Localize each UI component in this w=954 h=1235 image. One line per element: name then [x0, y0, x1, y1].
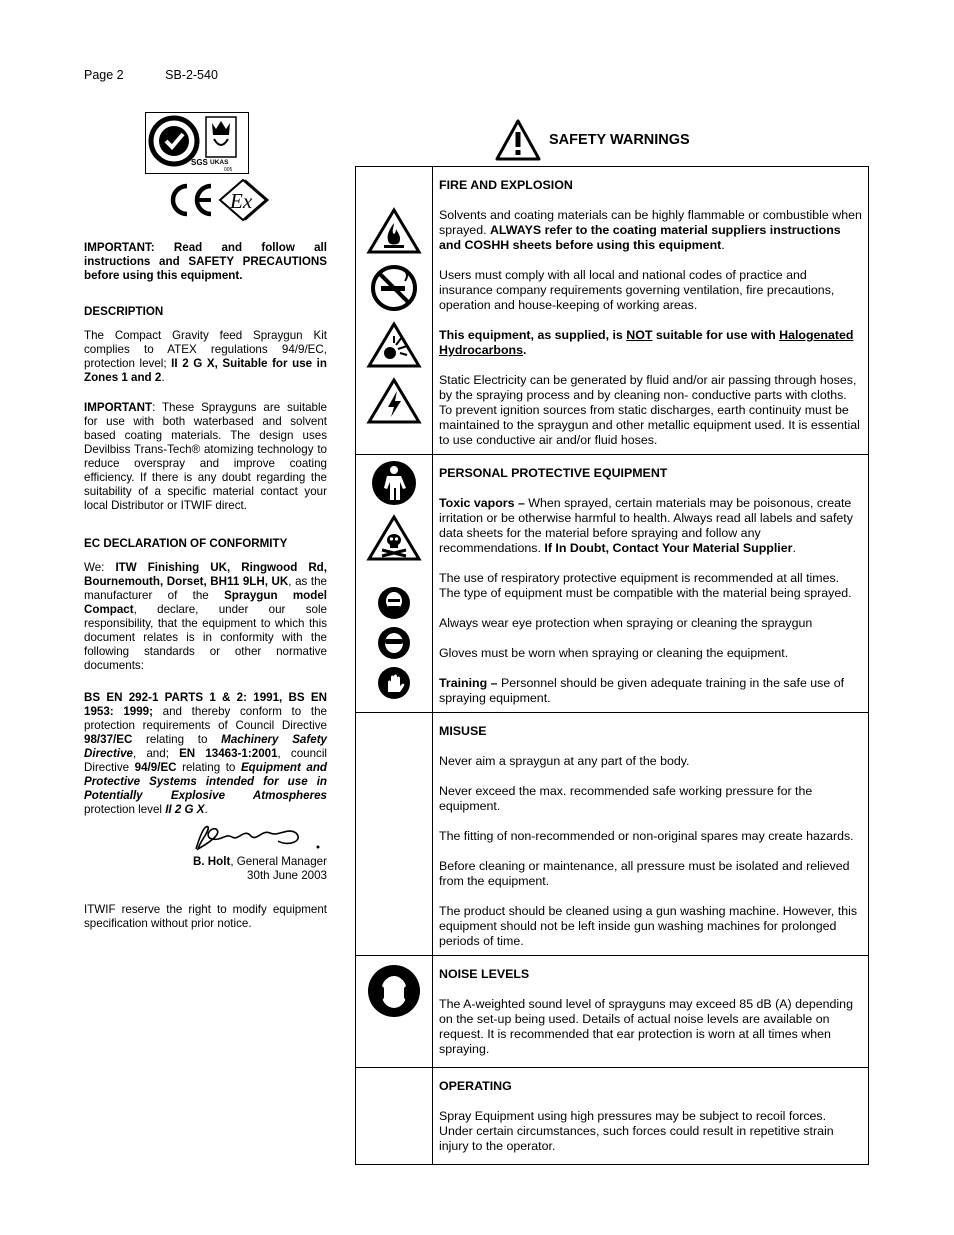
left-column: [84, 241, 327, 931]
noise-row: [356, 955, 868, 1067]
fire-p4: Static Electricity can be generated by fluid and/or air passing through hoses, by the spraying process and by cleaning non- conductive parts with cloths. To prevent ignition sources from static discharges, earth continuity must be maintained to the spraygun and other metallic equipment used. It is essential to use conductive air and/or fluid hoses.: [439, 373, 860, 447]
misuse-row: [356, 712, 868, 955]
electrical-hazard-icon: [366, 377, 422, 425]
operating-heading: OPERATING: [439, 1079, 512, 1093]
ex-mark-icon: [220, 180, 268, 220]
ce-mark-icon: [173, 186, 211, 214]
misuse-p5: The product should be cleaned using a gun washing machine. However, this equipment should not be left inside gun washing machines for prolonged periods of time.: [439, 904, 858, 948]
reserve-notice: ITWIF reserve the right to modify equipment specification without prior notice.: [84, 903, 327, 930]
ear-protection-icon: [367, 964, 421, 1018]
operating-row: [356, 1067, 868, 1164]
ec-declaration-heading: EC DECLARATION OF CONFORMITY: [84, 537, 288, 550]
fire-p3: This equipment, as supplied, is NOT suitable for use with Halogenated Hydrocarbons.: [439, 328, 854, 357]
signer: B. Holt, General Manager: [192, 855, 327, 868]
description-text: The Compact Gravity feed Spraygun Kit complies to ATEX regulations 94/9/EC, protection level; II 2 G X, Suitable for use in Zones 1 and 2.: [84, 329, 327, 384]
fire-explosion-heading: FIRE AND EXPLOSION: [439, 178, 573, 192]
misuse-p3: The fitting of non-recommended or non-original spares may create hazards.: [439, 829, 854, 843]
flammable-icon: [366, 207, 422, 255]
noise-p1: The A-weighted sound level of sprayguns may exceed 85 dB (A) depending on the set-up being used. Details of actual noise levels are available on request. It is recommended that ear protection is worn at all times when spraying.: [439, 997, 853, 1056]
misuse-heading: MISUSE: [439, 724, 487, 738]
protective-suit-icon: [371, 460, 417, 506]
important-notice: IMPORTANT: Read and follow all instructions and SAFETY PRECAUTIONS before using this equipment.: [84, 241, 327, 282]
ppe-row: [356, 454, 868, 712]
ec-declaration-text: We: ITW Finishing UK, Ringwood Rd, Bournemouth, Dorset, BH11 9LH, UK, as the manufacturer of the Spraygun model Compact, declare, under our sole responsibility, that the equipment to which this document relates is in conformity with the following standards or other normative documents:: [84, 561, 327, 672]
sgs-text: SGS: [191, 158, 208, 167]
noise-heading: NOISE LEVELS: [439, 967, 530, 981]
warning-triangle-icon: [495, 119, 541, 161]
safety-warnings-heading: SAFETY WARNINGS: [549, 132, 690, 148]
misuse-p4: Before cleaning or maintenance, all pressure must be isolated and relieved from the equipment.: [439, 859, 850, 888]
toxic-icon: [366, 514, 422, 562]
ppe-heading: PERSONAL PROTECTIVE EQUIPMENT: [439, 466, 668, 480]
signature-date: 30th June 2003: [247, 869, 327, 882]
iso-sgs-logo: [146, 113, 248, 173]
description-heading: DESCRIPTION: [84, 305, 164, 318]
gloves-icon: [377, 666, 411, 700]
respirator-icon: [377, 586, 411, 620]
fire-explosion-row: [356, 167, 868, 454]
ex-text: Ex: [230, 189, 253, 213]
eye-protection-icon: [377, 626, 411, 660]
misuse-p1: Never aim a spraygun at any part of the body.: [439, 754, 690, 768]
misuse-p2: Never exceed the max. recommended safe working pressure for the equipment.: [439, 784, 813, 813]
ppe-p4: Gloves must be worn when spraying or cleaning the equipment.: [439, 646, 789, 660]
safety-warnings-table: [355, 166, 869, 1165]
operating-p1: Spray Equipment using high pressures may be subject to recoil forces. Under certain circumstances, such forces could result in repetitive strain injury to the operator.: [439, 1109, 834, 1153]
signature-icon: [192, 819, 332, 855]
ppe-p3: Always wear eye protection when spraying or cleaning the spraygun: [439, 616, 813, 630]
page-number: Page 2: [84, 68, 124, 82]
fire-p1: Solvents and coating materials can be highly flammable or combustible when sprayed. ALWAYS refer to the coating material suppliers instructions and COSHH sheets before using this equipment.: [439, 208, 862, 252]
fire-p2: Users must comply with all local and national codes of practice and insurance company requirements governing ventilation, fire precautions, operation and house-keeping of working areas.: [439, 268, 835, 312]
ce-ex-marks: [163, 178, 273, 222]
no-smoking-icon: [369, 263, 419, 313]
ppe-training: Training – Personnel should be given adequate training in the safe use of spraying equipment.: [439, 676, 845, 705]
ukas-text: UKAS: [210, 159, 229, 166]
ukas-number: 005: [224, 167, 233, 173]
ppe-p2: The use of respiratory protective equipment is recommended at all times. The type of equipment must be compatible with the material being sprayed.: [439, 571, 852, 600]
standards-text: BS EN 292-1 PARTS 1 & 2: 1991, BS EN 1953: 1999; and thereby conform to the protection requirements of Council Directive 98/37/EC relating to Machinery Safety Directive, and; EN 13463-1:2001, council Directive 94/9/EC relating to Equipment and Protective Systems intended for use in Potentially Explosive Atmospheres protection level II 2 G X.: [84, 691, 328, 816]
certification-logos: [145, 112, 249, 174]
page-header: [84, 68, 218, 82]
document-number: SB-2-540: [165, 68, 218, 82]
explosive-icon: [366, 321, 422, 369]
safety-warnings-title: [495, 119, 690, 161]
important-suitability: IMPORTANT: These Sprayguns are suitable for use with both waterbased and solvent based coating materials. The design uses Devilbiss Trans-Tech® atomizing technology to reduce overspray and improve coating efficiency. If there is any doubt regarding the suitability of a specific material contact your local Distributor or ITWIF direct.: [84, 401, 327, 512]
ppe-toxic: Toxic vapors – When sprayed, certain materials may be poisonous, create irritation or be otherwise harmful to health. Always read all labels and safety data sheets for the material before spraying and follow any recommendations. If In Doubt, Contact Your Material Supplier.: [439, 496, 853, 555]
